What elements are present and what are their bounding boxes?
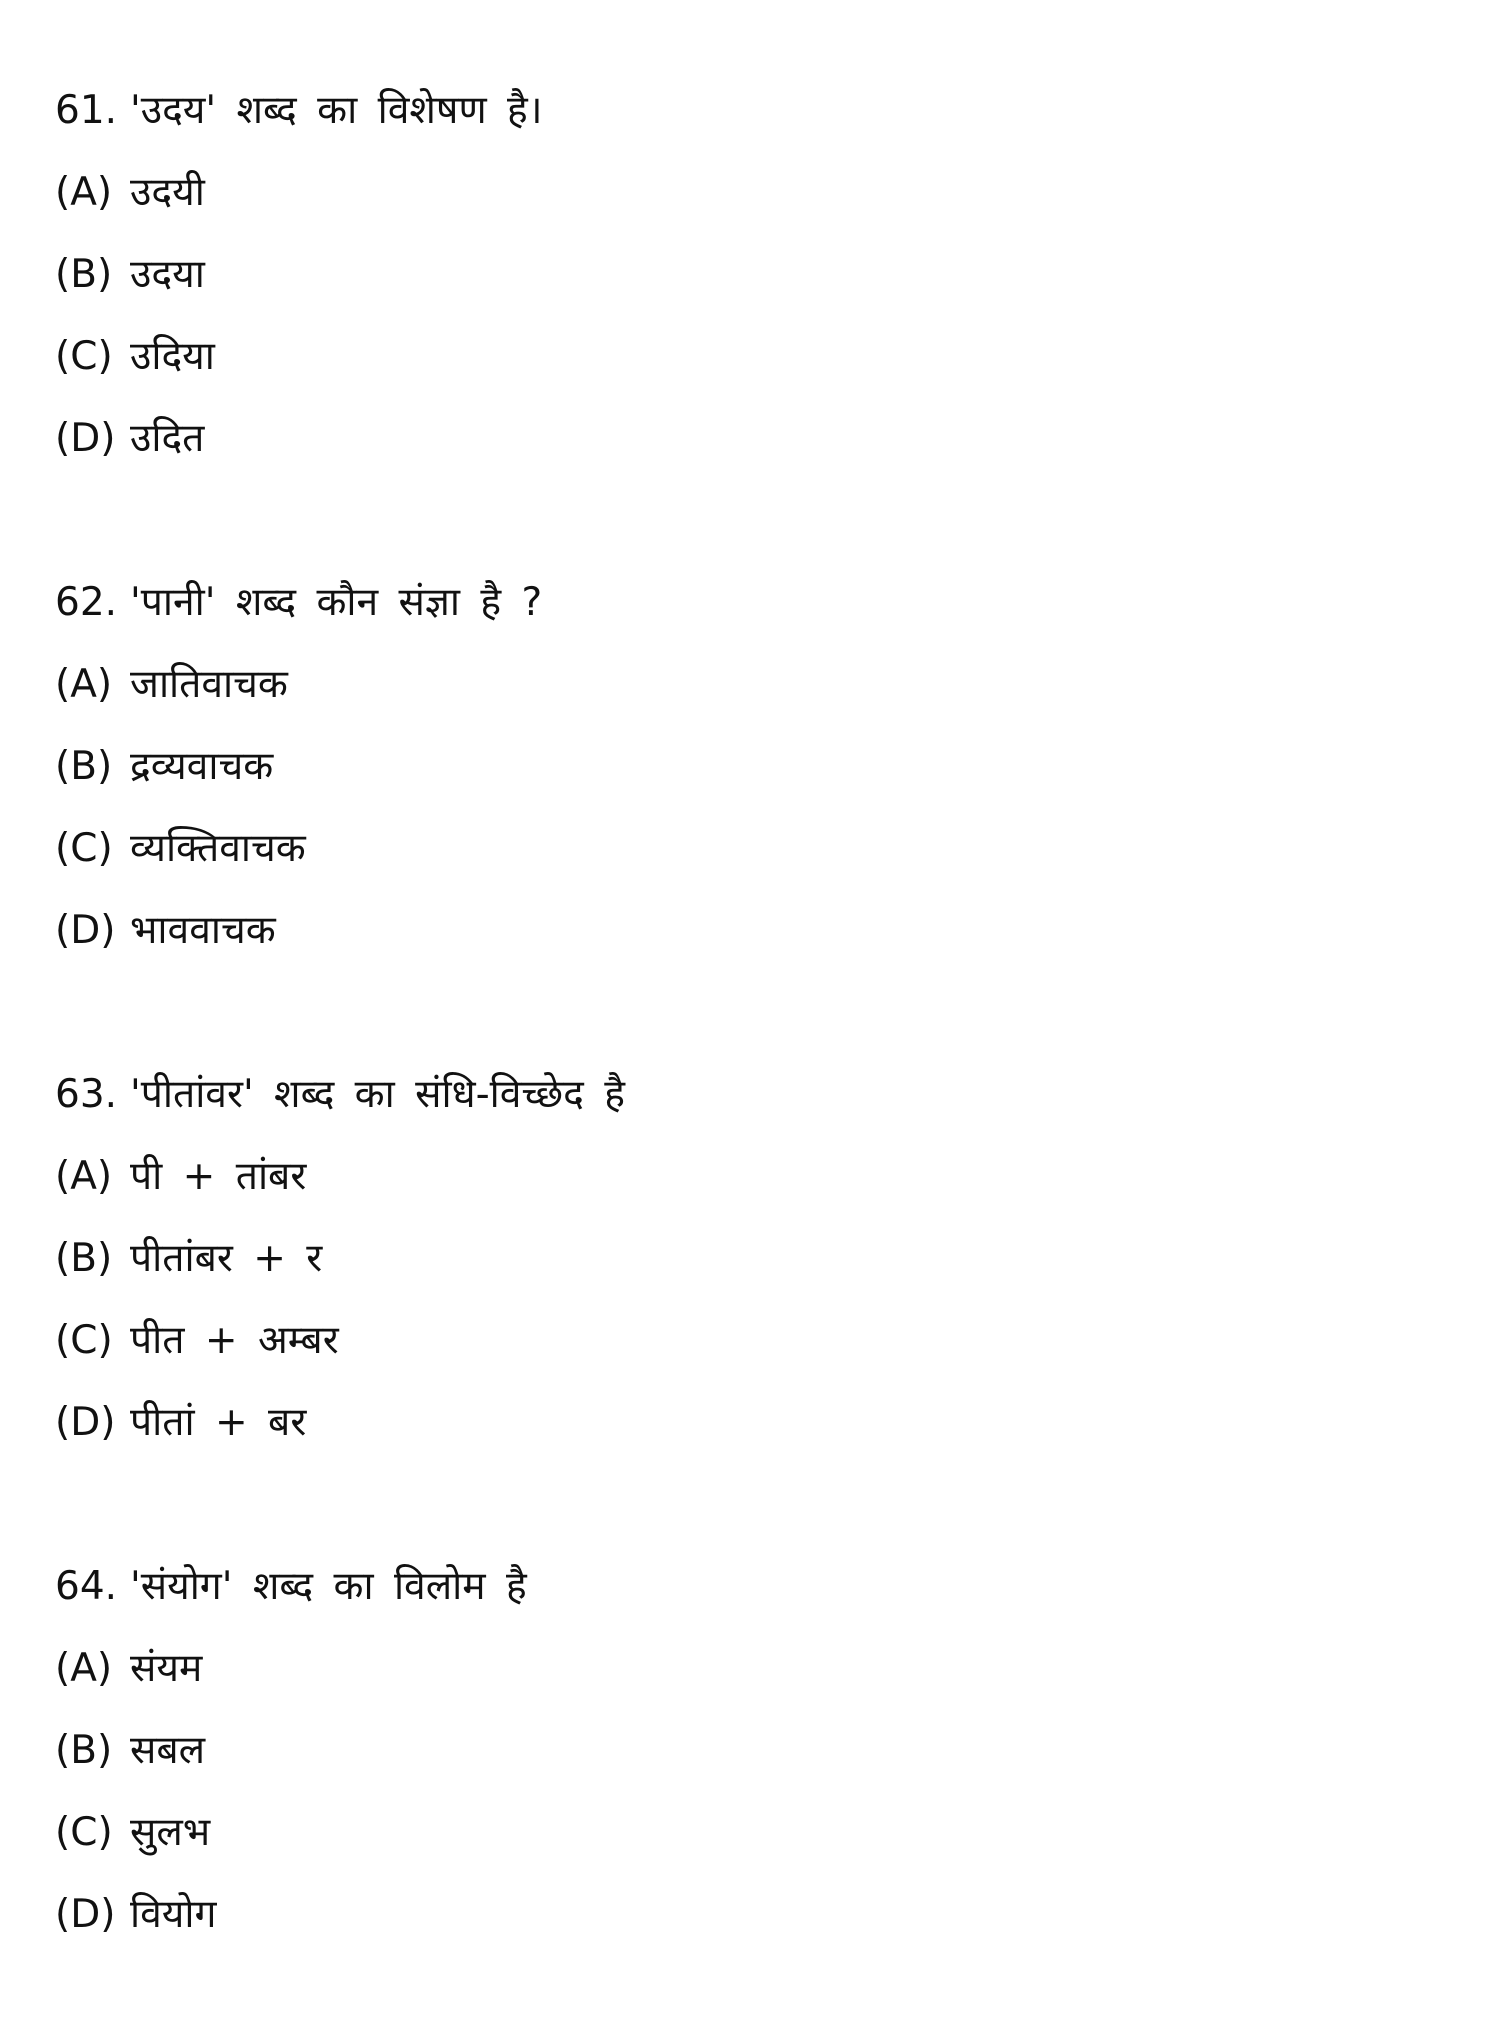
option-c bbox=[55, 1792, 1455, 1874]
option-b bbox=[55, 726, 1455, 808]
option-label: (C) bbox=[55, 334, 113, 379]
option-text: सबल bbox=[130, 1728, 206, 1773]
option-label: (A) bbox=[55, 1646, 113, 1691]
option-text: जातिवाचक bbox=[130, 662, 288, 707]
option-label: (C) bbox=[55, 826, 113, 871]
option-label: (A) bbox=[55, 170, 113, 215]
question-text: 'पीतांवर' शब्द का संधि-विच्छेद है bbox=[130, 1072, 625, 1117]
question-stem bbox=[55, 1054, 1455, 1136]
option-text: संयम bbox=[130, 1646, 203, 1691]
question-63 bbox=[55, 1054, 1455, 1464]
option-text: उदित bbox=[130, 416, 205, 461]
option-label: (B) bbox=[55, 744, 113, 789]
option-d bbox=[55, 1382, 1455, 1464]
option-c bbox=[55, 808, 1455, 890]
question-number: 61. bbox=[55, 88, 118, 133]
option-label: (D) bbox=[55, 1892, 116, 1937]
option-text: सुलभ bbox=[130, 1810, 211, 1855]
option-text: पीत + अम्बर bbox=[130, 1318, 339, 1363]
question-text: 'पानी' शब्द कौन संज्ञा है ? bbox=[130, 580, 543, 625]
question-number: 64. bbox=[55, 1564, 118, 1609]
option-b bbox=[55, 234, 1455, 316]
option-label: (B) bbox=[55, 1236, 113, 1281]
option-d bbox=[55, 1874, 1455, 1956]
question-64 bbox=[55, 1546, 1455, 1956]
question-62 bbox=[55, 562, 1455, 972]
question-text: 'संयोग' शब्द का विलोम है bbox=[130, 1564, 527, 1609]
question-61 bbox=[55, 70, 1455, 480]
option-d bbox=[55, 398, 1455, 480]
option-a bbox=[55, 152, 1455, 234]
option-label: (D) bbox=[55, 416, 116, 461]
question-stem bbox=[55, 562, 1455, 644]
option-b bbox=[55, 1710, 1455, 1792]
question-text: 'उदय' शब्द का विशेषण है। bbox=[130, 88, 543, 133]
option-a bbox=[55, 1628, 1455, 1710]
option-text: पी + तांबर bbox=[130, 1154, 307, 1199]
option-a bbox=[55, 1136, 1455, 1218]
option-text: उदयी bbox=[130, 170, 205, 215]
option-text: द्रव्यवाचक bbox=[130, 744, 274, 789]
option-b bbox=[55, 1218, 1455, 1300]
option-label: (D) bbox=[55, 908, 116, 953]
question-number: 62. bbox=[55, 580, 118, 625]
option-label: (A) bbox=[55, 1154, 113, 1199]
option-text: वियोग bbox=[130, 1892, 217, 1937]
option-a bbox=[55, 644, 1455, 726]
option-text: व्यक्तिवाचक bbox=[130, 826, 306, 871]
option-label: (A) bbox=[55, 662, 113, 707]
option-label: (C) bbox=[55, 1810, 113, 1855]
option-text: उदया bbox=[130, 252, 205, 297]
option-label: (B) bbox=[55, 1728, 113, 1773]
question-number: 63. bbox=[55, 1072, 118, 1117]
option-text: भाववाचक bbox=[130, 908, 276, 953]
option-label: (D) bbox=[55, 1400, 116, 1445]
option-d bbox=[55, 890, 1455, 972]
question-stem bbox=[55, 1546, 1455, 1628]
option-label: (B) bbox=[55, 252, 113, 297]
option-c bbox=[55, 316, 1455, 398]
option-c bbox=[55, 1300, 1455, 1382]
question-stem bbox=[55, 70, 1455, 152]
option-text: पीतां + बर bbox=[130, 1400, 307, 1445]
option-text: उदिया bbox=[130, 334, 215, 379]
option-text: पीतांबर + र bbox=[130, 1236, 323, 1281]
option-label: (C) bbox=[55, 1318, 113, 1363]
